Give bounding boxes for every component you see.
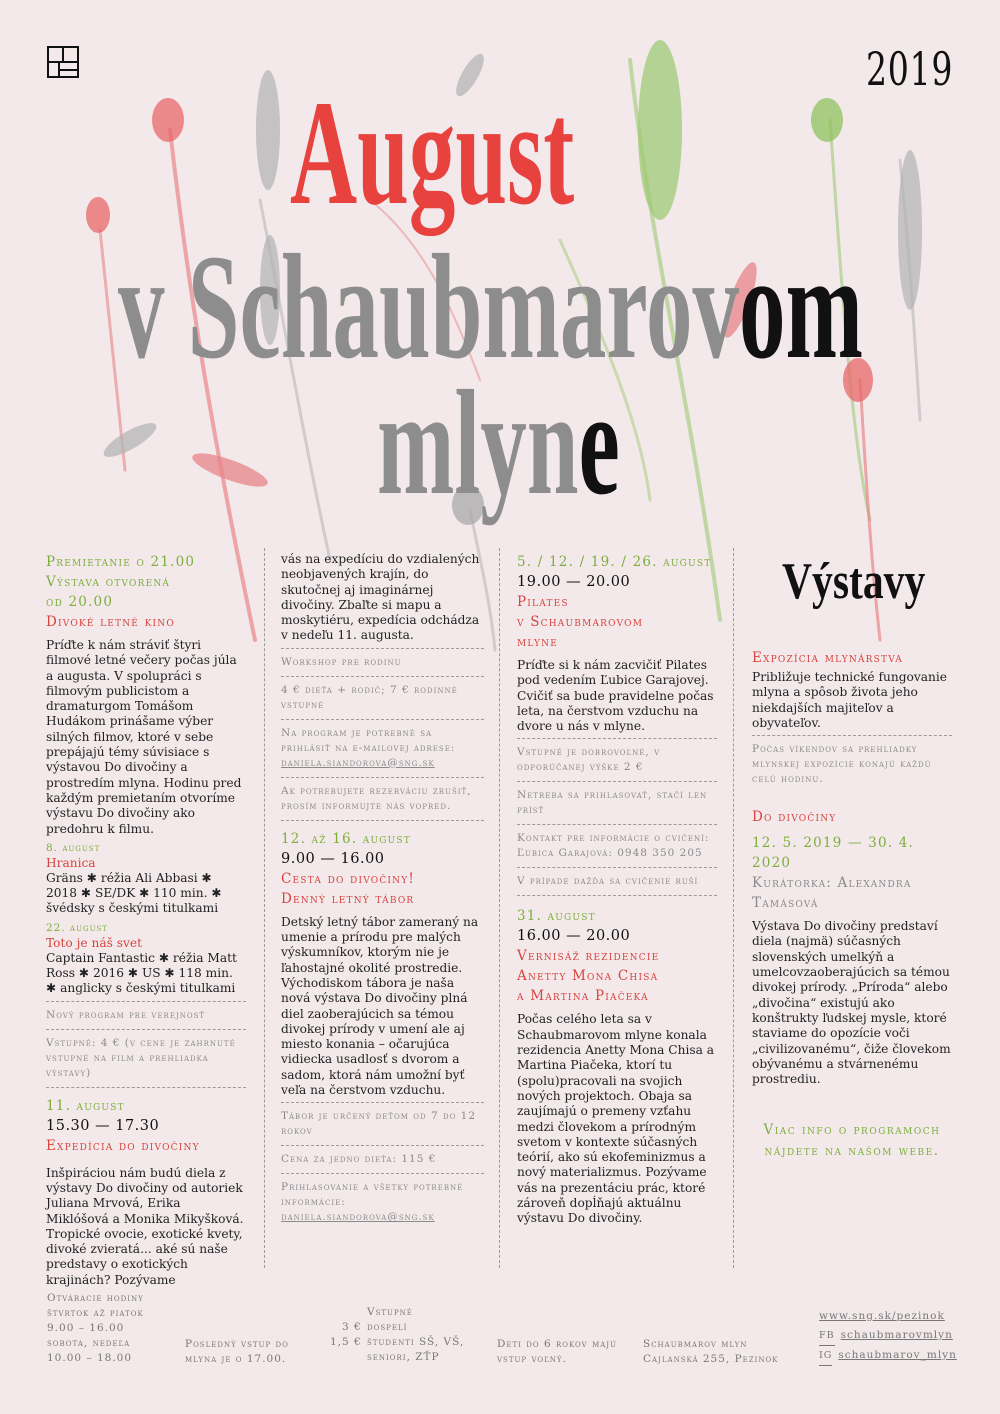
event-title: Denný letný tábor: [281, 890, 415, 907]
column-divider: [733, 548, 734, 1268]
event-title: Cesta do divočiny!: [281, 870, 416, 887]
opening-hours: Otváracie hodiny štvrtok až piatok 9.00 – 16.00 sobota, nedeľa 10.00 – 18.00: [47, 1292, 144, 1364]
column-divider: [264, 548, 265, 1268]
event-title: a Martina Piačeka: [517, 988, 649, 1005]
fb-label: FB: [819, 1326, 835, 1346]
curator-label: Kurátorka: Alexandra Tamásová: [752, 875, 912, 912]
web-link[interactable]: www.sng.sk/pezinok: [819, 1310, 945, 1322]
event-description: Výstava Do divočiny predstaví diela (najmä) súčasných slovenských umelkýň a umelcovzaoberajúcich sa témou divokej prírody. „Príroda“ alebo „divočina“ existujú ako konštrukty ľudskej mysle, ktoré staviame do opozície voči „civilizovanému“, čiže človekom obývanému a stvárnenému prostrediu.: [752, 919, 951, 1087]
info-note: Počas víkendov sa prehliadky mlynskej expozície konajú každú celú hodinu.: [752, 735, 952, 793]
event-time: 19.00 — 20.00: [517, 574, 631, 590]
event-description: Počas celého leta sa v Schaubmarovom mlyne konala rezidencia Anetty Mona Chisa a Martina Piačeka, ktorí tu (spolu)pracovali na svojich nových projektoch. Obaja sa zaujímajú o premeny vzťahu medzi človekom a prírodným svetom v kontexte súčasných teórií, ako sú ekofeminizmus a nový materializmus. Pozývame vás na prezentáciu prác, ktoré zároveň dopĺňajú aktuálnu výstavu Do divočiny.: [517, 1012, 715, 1226]
info-note: Cena za jedno dieťa: 115 €: [281, 1145, 484, 1173]
info-note: Ak potrebujete rezerváciu zrušiť, prosím informujte nás vopred.: [281, 777, 484, 820]
column-pilates: [517, 552, 717, 1231]
info-note: Nový program pre verejnosť: [46, 1001, 246, 1029]
info-note: Vstupné je dobrovoľné, v odporúčanej výške 2 €: [517, 738, 717, 781]
event-title: Vernisáž rezidencie: [517, 948, 660, 965]
film-info: Captain Fantastic ✱ réžia Matt Ross ✱ 2016 ✱ US ✱ 118 min. ✱ anglicky s českými titulkami: [46, 950, 237, 996]
event-date: 31. august: [517, 895, 717, 926]
info-note: Workshop pre rodinu: [281, 648, 484, 676]
film-info: Gräns ✱ réžia Ali Abbasi ✱ 2018 ✱ SE/DK ✱ 110 min. ✱ švédsky s českými titulkami: [46, 870, 222, 916]
event-title: mlyne: [517, 634, 559, 650]
event-title: Divoké letné kino: [46, 614, 175, 630]
title-line-2: v Schaubmarovom: [118, 224, 863, 390]
event-title: Anetty Mona Chisa: [517, 968, 659, 985]
info-note: Prihlasovanie a všetky potrebné informácie: daniela.siandorova@sng.sk: [281, 1173, 484, 1231]
more-info-link[interactable]: Viac info o programoch nájdete na našom webe.: [763, 1122, 941, 1159]
contacts: [819, 1307, 957, 1366]
section-heading: Premietanie o 21.00: [46, 554, 196, 570]
event-description: Príďte si k nám zacvičiť Pilates pod vedením Ľubice Garajovej. Cvičiť sa bude pravidelne počas leta, na čerstvom vzduchu na dvore u nás v mlyne.: [517, 658, 714, 734]
event-date: 11. august: [46, 1087, 246, 1116]
event-time: 9.00 — 16.00: [281, 850, 385, 867]
event-title: Pilates: [517, 594, 569, 610]
event-title: Do divočiny: [752, 809, 837, 826]
column-cinema: [46, 552, 246, 1292]
last-entry: Posledný vstup do mlyna je o 17.00.: [185, 1338, 289, 1365]
event-time: 16.00 — 20.00: [517, 928, 631, 945]
event-title: v Schaubmarovom: [517, 614, 644, 630]
instagram-link[interactable]: schaubmarov_mlyn: [838, 1349, 957, 1361]
info-note: Kontakt pre informácie o cvičení: Ľubica Garajová: 0948 350 205: [517, 824, 717, 867]
section-heading: od 20.00: [46, 594, 114, 610]
event-description: Inšpiráciou nám budú diela z výstavy Do divočiny od autoriek Juliana Mrvová, Erika Miklóšová a Monika Mikyšková. Tropické ovocie, exotické kvety, divoké zvieratá... aké sú naše predstavy o exotických krajinách? Pozývame: [46, 1165, 244, 1287]
email-link[interactable]: daniela.siandorova@sng.sk: [281, 756, 435, 769]
title-line-1: August: [290, 70, 575, 236]
event-title: Expedícia do divočiny: [46, 1137, 200, 1154]
info-note: 4 € dieťa + rodič; 7 € rodinné vstupné: [281, 676, 484, 719]
address: Schaubmarov mlyn Cajlanská 255, Pezinok: [643, 1338, 779, 1365]
event-date: 5. / 12. / 19. / 26. august: [517, 554, 712, 570]
exhibition-dates: 12. 5. 2019 — 30. 4. 2020: [752, 835, 915, 872]
sng-logo-icon: [47, 46, 79, 78]
event-time: 15.30 — 17.30: [46, 1117, 160, 1134]
info-note: Netreba sa prihlasovať, stačí len prísť: [517, 781, 717, 824]
info-note: V prípade dažďa sa cvičenie ruší: [517, 867, 717, 895]
film-date: 8. august: [46, 841, 101, 854]
event-description: vás na expedíciu do vzdialených neobjavených krajín, do skutočnej aj imaginárnej divočiny. Zbaľte si mapu a moskytiéru, expedícia odchádza v nedeľu 11. augusta.: [281, 552, 480, 643]
event-description: Približuje technické fungovanie mlyna a spôsob života jeho niekdajších majiteľov a obyvateľov.: [752, 670, 947, 730]
facebook-link[interactable]: schaubmarovmlyn: [840, 1329, 953, 1341]
film-date: 22. august: [46, 921, 108, 934]
kids-entry: Deti do 6 rokov majú vstup voľný.: [497, 1338, 617, 1365]
event-description: Detský letný tábor zameraný na umenie a prírodu pre malých výskumníkov, ktorým nie je ľahostajné okolité prostredie. Východiskom tábora je naša nová výstava Do divočiny plná diel zaoberajúcich sa témou divokej prírody v umení ale aj miesto konania – očarujúca vidiecka usadlosť s dvorom a sadom, ktorá nám umožní byť veľa na čerstvom vzduchu.: [281, 914, 479, 1098]
column-expedition: [281, 552, 484, 1231]
email-link[interactable]: daniela.siandorova@sng.sk: [281, 1211, 435, 1224]
info-note: Vstupné: 4 € (v cene je zahrnuté vstupné na film a prehliadka výstavy): [46, 1029, 246, 1087]
event-title: Expozícia mlynárstva: [752, 650, 904, 666]
info-note: Na program je potrebné sa prihlásiť na e-mailovej adrese: daniela.siandorova@sng.sk: [281, 719, 484, 777]
year-label: 2019: [866, 42, 954, 96]
column-exhibitions: [752, 552, 952, 1091]
entry-prices: Vstupné dospelí študenti SŠ, VŠ, seniori, ZŤP: [367, 1306, 465, 1363]
event-date: 12. až 16. august: [281, 820, 484, 849]
ig-label: IG: [819, 1346, 832, 1366]
price-values: 3 € 1,5 €: [330, 1321, 362, 1348]
title-line-3: mlyne: [377, 360, 620, 526]
event-description: Príďte k nám stráviť štyri filmové letné večery počas júla a augusta. V spolupráci s filmovým publicistom a dramaturgom Tomášom Hudákom prinášame výber silných filmov, ktoré v sebe prepájajú témy súvisiace s výstavou Do divočiny a prostredím mlyna. Hodinu pred každým premietaním otvoríme výstavu Do divočiny ako predohru k filmu.: [46, 638, 242, 836]
column-divider: [499, 548, 500, 1268]
section-heading: Výstava otvorená: [46, 574, 171, 590]
film-title: Toto je náš svet: [46, 935, 142, 950]
exhibitions-heading: Výstavy: [782, 553, 926, 610]
info-note: Tábor je určený deťom od 7 do 12 rokov: [281, 1102, 484, 1145]
film-title: Hranica: [46, 855, 96, 870]
